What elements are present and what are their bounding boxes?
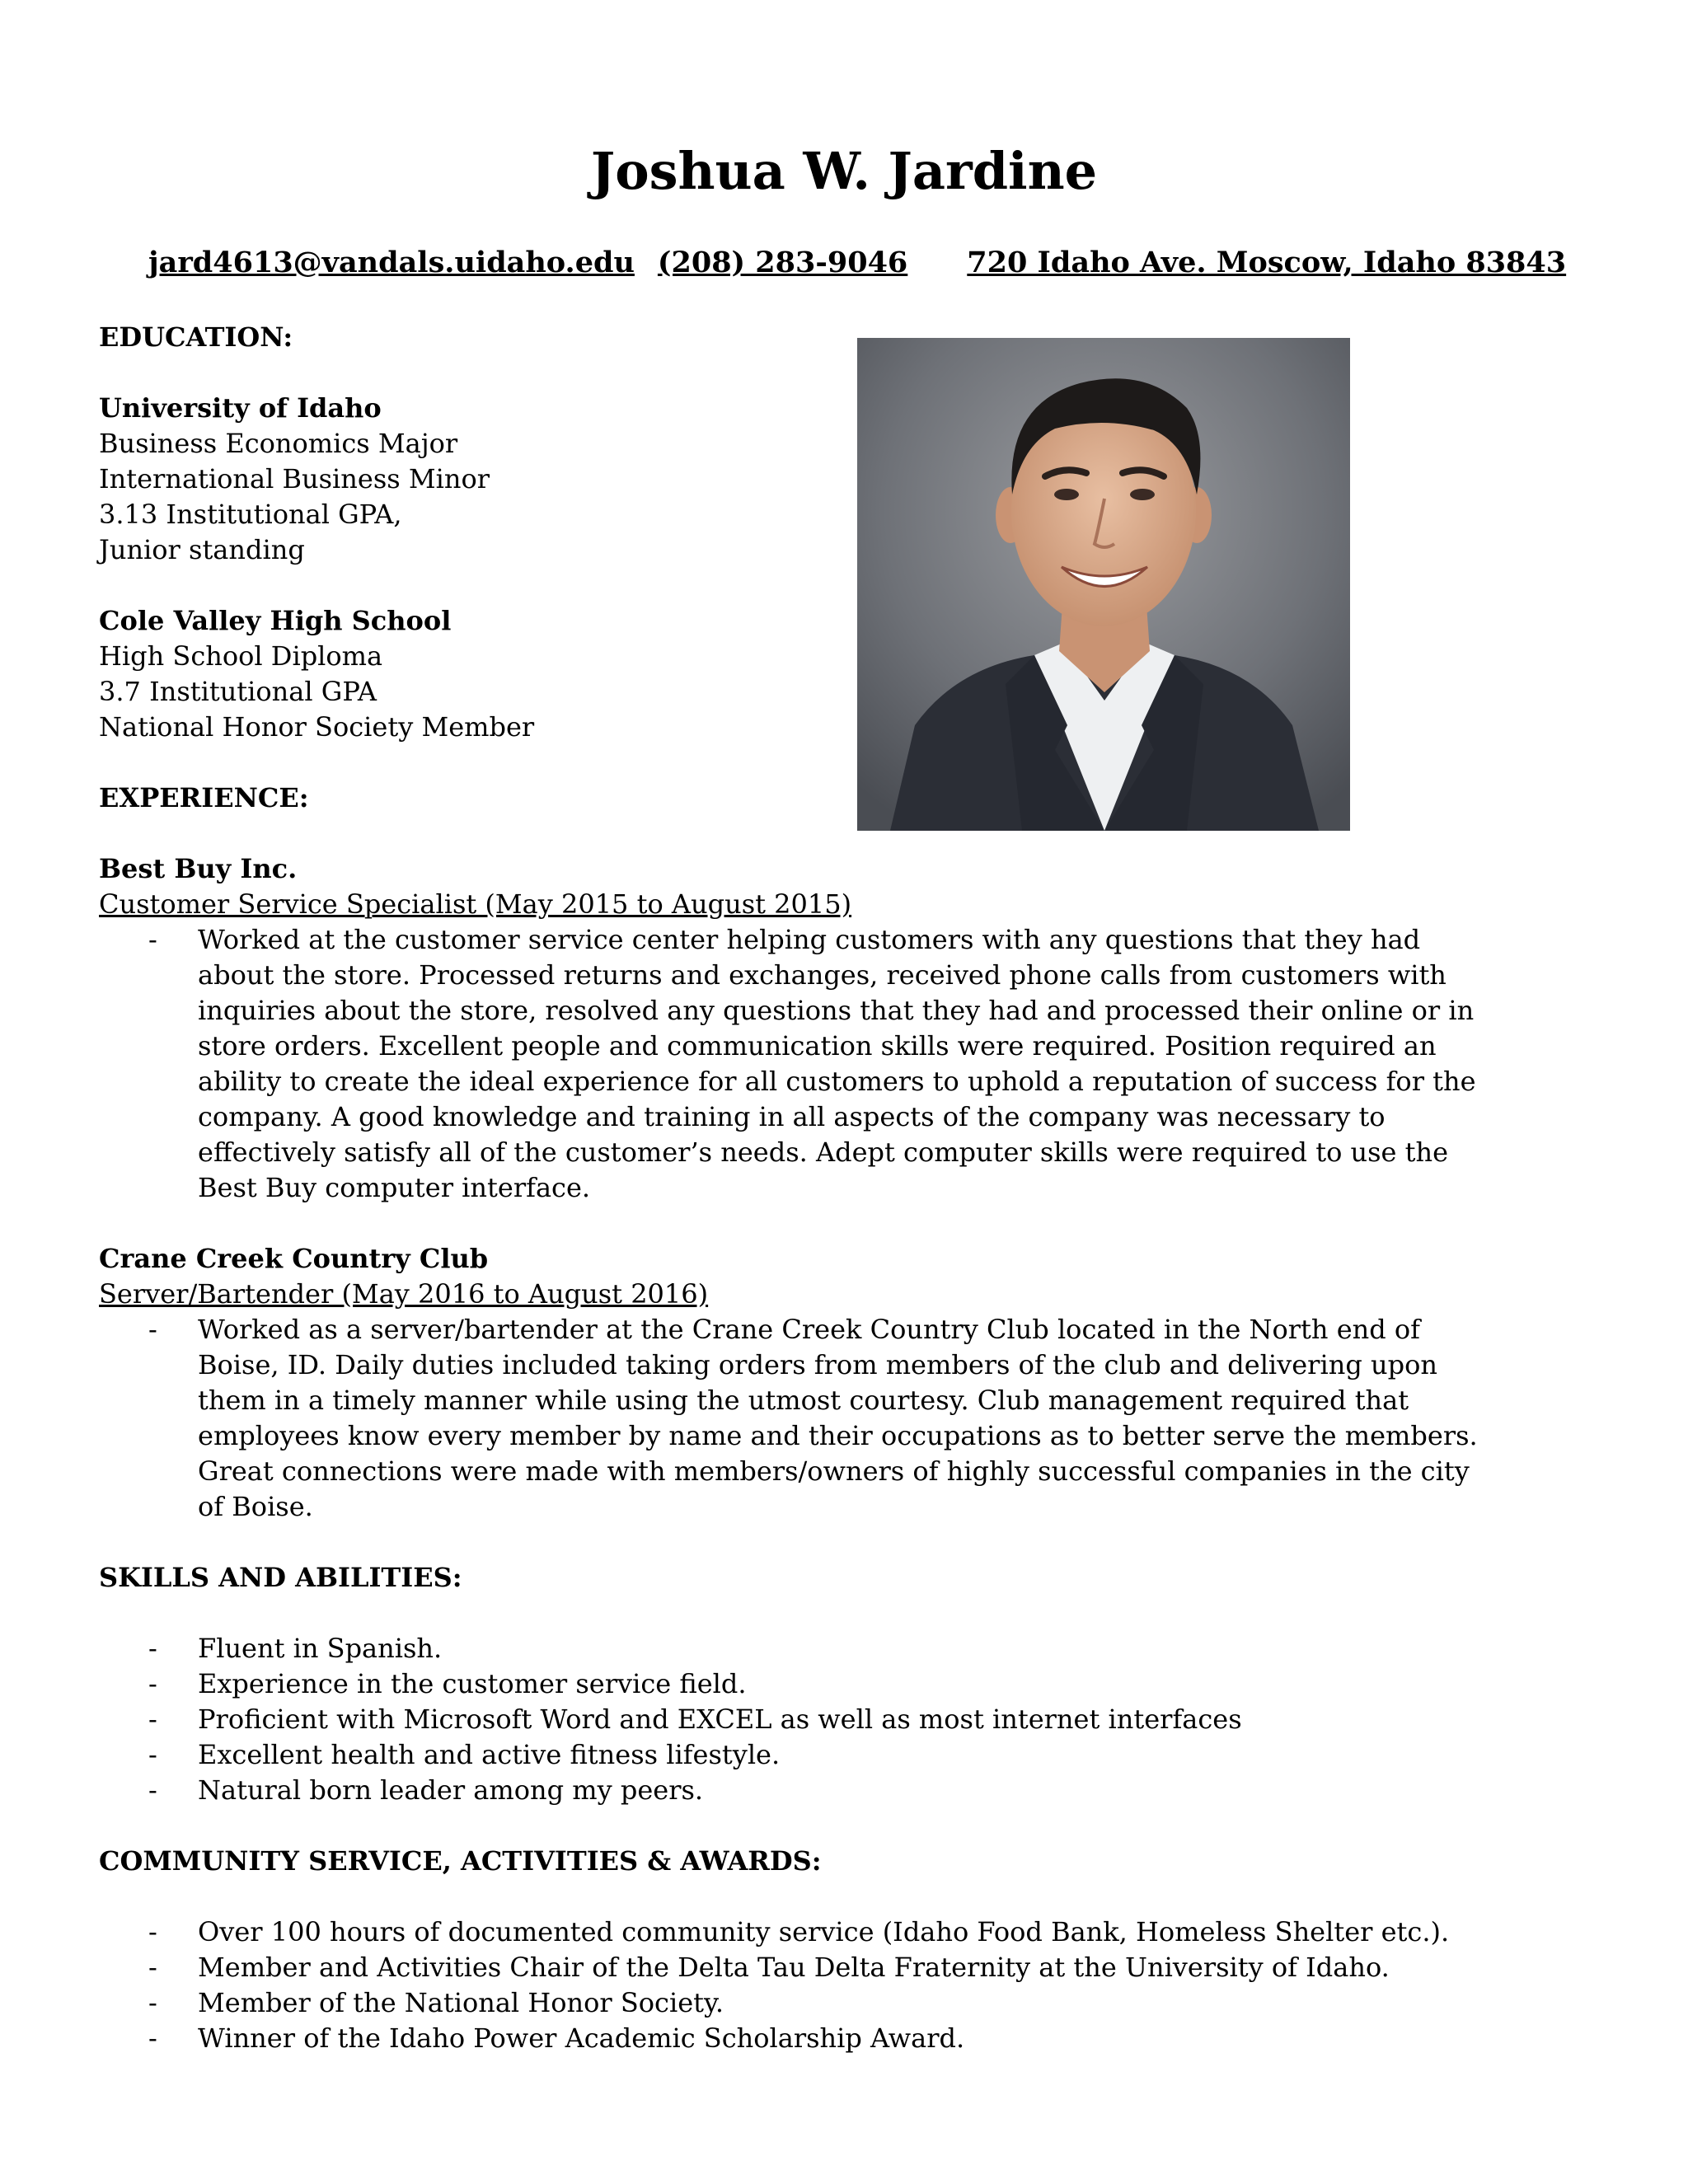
school-name: Cole Valley High School	[99, 605, 452, 636]
job-role: Customer Service Specialist (May 2015 to August 2015)	[99, 888, 852, 920]
dash-bullet: -	[148, 1774, 157, 1806]
community-text: Member of the National Honor Society.	[198, 1987, 724, 2018]
list-item	[99, 1702, 1566, 1737]
job-description: Worked at the customer service center helping customers with any questions that they had about the store. Processed returns and exchanges, received phone calls from customers with inquiries about the store, resolved any questions that they had and processed their online or in store orders. Excellent people and communication skills were required. Position required an ability to create the ideal experience for all customers to uphold a reputation of success for the company. A good knowledge and training in all aspects of the company was necessary to effectively satisfy all of the customer’s needs. Adept computer skills were required to use the Best Buy computer interface.	[198, 924, 1476, 1203]
list-item	[99, 1950, 1566, 1985]
dash-bullet: -	[148, 1314, 157, 1345]
dash-bullet: -	[148, 1987, 157, 2018]
community-list	[99, 1915, 1566, 2056]
community-heading: COMMUNITY SERVICE, ACTIVITIES & AWARDS:	[99, 1845, 822, 1877]
skills-heading: SKILLS AND ABILITIES:	[99, 1562, 462, 1593]
list-item	[99, 922, 1566, 1206]
list-item	[99, 1631, 1566, 1666]
list-item	[99, 1915, 1566, 1950]
dash-bullet: -	[148, 2022, 157, 2054]
list-item	[99, 1737, 1566, 1773]
experience-heading: EXPERIENCE:	[99, 782, 309, 813]
community-text: Winner of the Idaho Power Academic Scholarship Award.	[198, 2022, 965, 2054]
skill-text: Proficient with Microsoft Word and EXCEL as well as most internet interfaces	[198, 1704, 1242, 1735]
school-detail: Business Economics Major	[99, 428, 458, 459]
employer-name: Crane Creek Country Club	[99, 1243, 489, 1274]
school-name: University of Idaho	[99, 392, 382, 424]
resume-content	[99, 320, 1566, 2056]
job-description-list	[99, 1312, 1566, 1525]
skill-text: Excellent health and active fitness lifestyle.	[198, 1739, 781, 1770]
list-item	[99, 1312, 1566, 1525]
job-description: Worked as a server/bartender at the Crane Creek Country Club located in the North end of Boise, ID. Daily duties included taking orders from members of the club and delivering upon them in a timely manner while using the utmost courtesy. Club management required that employees know every member by name and their occupations as to better serve the members. Great connections were made with members/owners of highly successful companies in the city of Boise.	[198, 1314, 1478, 1522]
page-title: Joshua W. Jardine	[590, 141, 1098, 201]
community-text: Over 100 hours of documented community service (Idaho Food Bank, Homeless Shelter etc.).	[198, 1916, 1450, 1947]
skill-text: Natural born leader among my peers.	[198, 1774, 704, 1806]
dash-bullet: -	[148, 1952, 157, 1983]
list-item	[99, 1666, 1566, 1702]
school-detail: Junior standing	[99, 534, 305, 565]
community-text: Member and Activities Chair of the Delta Tau Delta Fraternity at the University of Idaho.	[198, 1952, 1390, 1983]
school-detail: 3.13 Institutional GPA,	[99, 499, 402, 530]
contact-phone[interactable]: (208) 283-9046	[657, 246, 908, 279]
dash-bullet: -	[148, 1739, 157, 1770]
job-description-list	[99, 922, 1566, 1206]
dash-bullet: -	[148, 924, 157, 955]
employer-name: Best Buy Inc.	[99, 853, 298, 884]
skill-text: Experience in the customer service field.	[198, 1668, 747, 1699]
dash-bullet: -	[148, 1704, 157, 1735]
list-item	[99, 2021, 1566, 2056]
job-role: Server/Bartender (May 2016 to August 2016)	[99, 1278, 709, 1310]
skill-text: Fluent in Spanish.	[198, 1633, 443, 1664]
school-detail: High School Diploma	[99, 640, 383, 672]
dash-bullet: -	[148, 1668, 157, 1699]
skills-list	[99, 1631, 1566, 1808]
dash-bullet: -	[148, 1633, 157, 1664]
contact-email[interactable]: jard4613@vandals.uidaho.edu	[148, 246, 635, 279]
dash-bullet: -	[148, 1916, 157, 1947]
contact-line	[148, 244, 1567, 282]
education-heading: EDUCATION:	[99, 321, 293, 353]
school-detail: International Business Minor	[99, 463, 490, 494]
list-item	[99, 1773, 1566, 1808]
contact-address: 720 Idaho Ave. Moscow, Idaho 83843	[967, 246, 1567, 279]
school-detail: 3.7 Institutional GPA	[99, 676, 377, 707]
list-item	[99, 1985, 1566, 2021]
school-detail: National Honor Society Member	[99, 711, 535, 743]
